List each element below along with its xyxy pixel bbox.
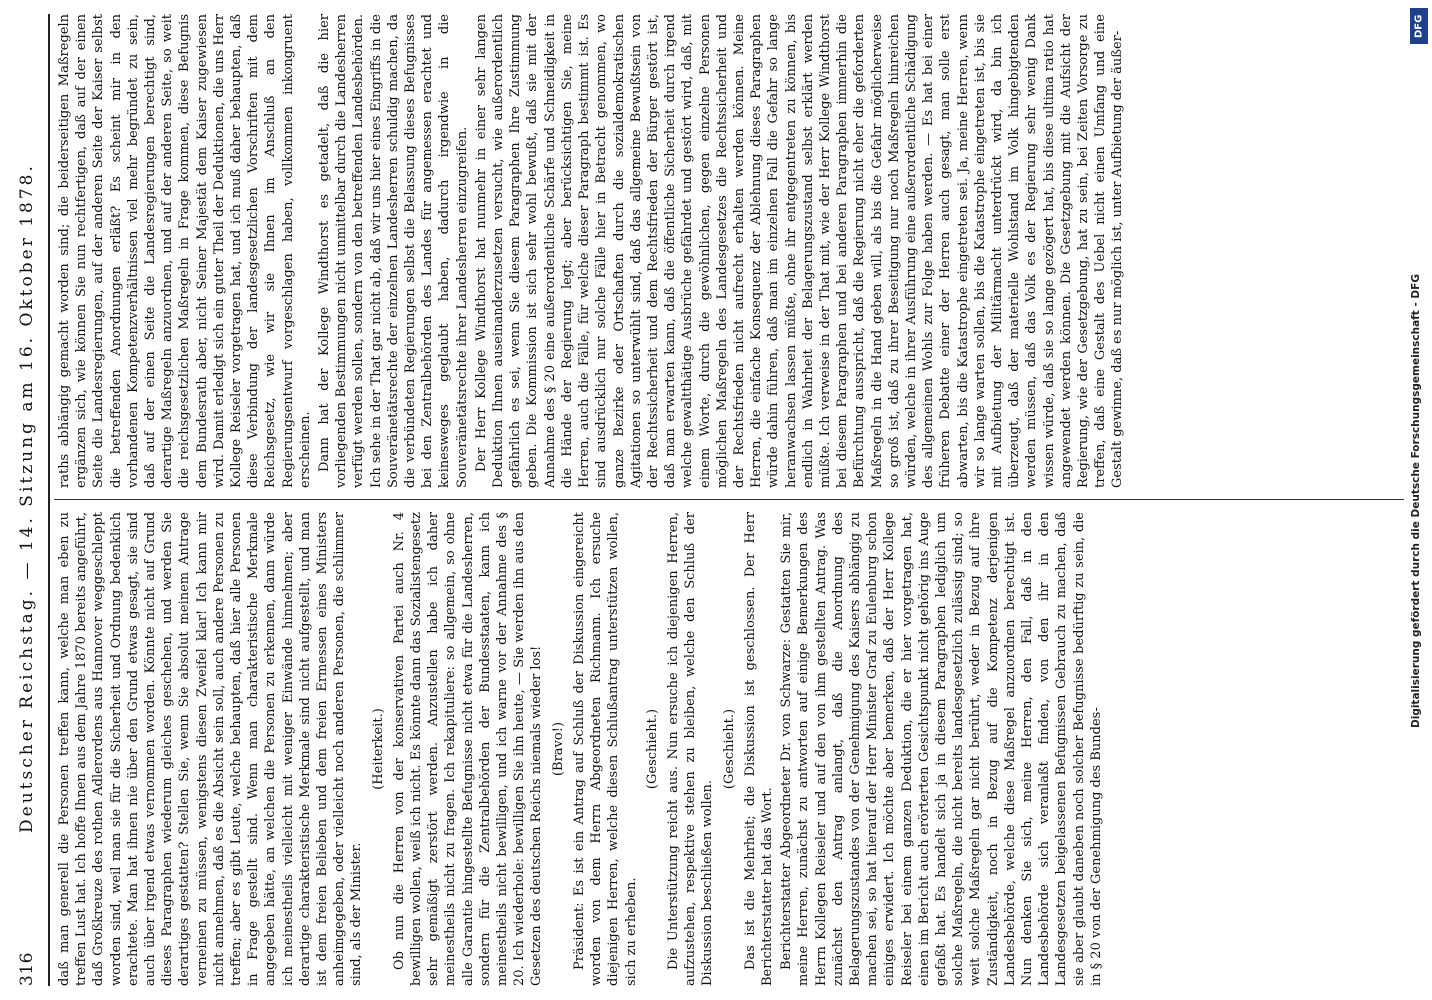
left-column xyxy=(56,512,1396,986)
paragraph: Ob nun die Herren von der konservativen Partei auch Nr. 4 bewilligen wollen, weiß ich nicht. Es könnte dann das Sozialistengesetz sehr gemäßigt zerstört werden. Anzustellen habe ich daher meinestheils nicht zu fragen. Ich rekapituliere: so allgemein, so ohne alle Garantie hingestellte Befugnisse nicht etwa für die Landesherren, sondern für die Zentralbehörden der Bundesstaaten, kann ich meinestheils nicht bewilligen, und ich warne vor der Annahme des § 20. Ich wiederhole: bewilligen Sie ihn heute, — Sie werden ihn aus den Gesetzen des deutschen Reichs niemals wieder los! xyxy=(391,512,545,986)
stage-direction: (Geschieht.) xyxy=(644,708,660,790)
paragraph: Präsident: Es ist ein Antrag auf Schluß der Diskussion eingereicht worden von dem Herrn Abgeordneten Richmann. Ich ersuche diejenigen Herren, welche diesen Schlußantrag unterstützen wollen, sich zu erheben. xyxy=(571,512,639,986)
paragraph: Das ist die Mehrheit; die Diskussion ist geschlossen. Der Herr Berichterstatter hat das Wort. xyxy=(742,512,775,986)
paragraph: daß man generell die Personen treffen kann, welche man eben zu treffen Lust hat. Ich hoffe Ihnen aus dem Jahre 1870 bereits angeführt, daß Großkreuze des rothen Adlerordens aus Hannover weggeschleppt worden sind, weil man sie für die Sicherheit und Ordnung bedenklich erachtete. Man hat ihnen nie über den Grund etwas gesagt, sie sind auch über irgend etwas vernommen worden. Könnte nicht auf Grund dieses Paragraphen wiederum gleiches geschehen, und werden Sie derartiges gestatten? Stellen Sie, wenn Sie absolut meinem Antrage verneinen zu müssen, wenigstens diesen Zweifel klar! Ich kann mir nicht annehmen, daß es die Absicht sein soll, auch andere Personen zu treffen; aber es gibt Leute, welche behaupten, daß hier alle Personen in Frage gestellt sind. Wenn man charakteristische Merkmale angegeben hätte, an welchen die Personen zu erkennen, dann würde ich meinestheils vielleicht mit weniger Einwände hinnehmen; aber derartige charakteristische Merkmale sind nicht aufgestellt, und man ist dem freien Belieben und dem freien Ermessen eines Ministers anheimgegeben, oder vielleicht noch anderen Personen, die schlimmer sind, als der Minister. xyxy=(57,512,365,986)
digitization-stamp xyxy=(1410,8,1428,728)
paragraph: Dann hat der Kollege Windthorst es getadelt, daß die hier vorliegenden Bestimmungen nicht unmittelbar durch die Landesherren verfügt werden sollen, sondern von den betreffenden Landesbehörden. Ich sehe in der That gar nicht ab, daß wir uns hier eines Eingriffs in die Souveränetätsrechte der einzelnen Landesherren schuldig machen, da die verbündeten Regierungen selbst die Belassung dieses Befugnisses bei den Zentralbehörden des Landes für angemessen erachtet und keinesweges geglaubt haben, dadurch irgendwie in die Souveränetätsrechte ihrer Landesherren einzugreifen. xyxy=(317,14,470,488)
page-number: 316 xyxy=(17,952,37,986)
header-rule xyxy=(48,14,50,986)
page-header xyxy=(8,14,46,986)
paragraph: Der Herr Kollege Windthorst hat nunmehr in einer sehr langen Deduktion Ihnen auseinanderzusetzen versucht, wie außerordentlich gefährlich es sei, wenn Sie diesem Paragraphen Ihre Zustimmung geben. Die Kommission ist sich sehr wohl bewußt, daß sie mit der Annahme des § 20 eine außerordentliche Schärfe und Schneidigkeit in die Hände der Regierung legt; aber berücksichtigen Sie, meine Herren, auch die Fälle, für welche dieser Paragraph bestimmt ist. Es sind ausdrücklich nur solche Fälle hier in Betracht genommen, wo ganze Bezirke oder Ortschaften durch die sozialdemokratischen Agitationen so unterwühlt sind, daß das allgemeine Bewußtsein von der Rechtssicherheit und dem Rechtsfrieden der Bürger gestört ist, daß man erwarten kann, daß die öffentliche Sicherheit durch irgend welche gewaltthätige Ausbrüche gefährdet und gestört wird, daß, mit einem Worte, durch die gewöhnlichen, gegen einzelne Personen möglichen Maßregeln des Landesgesetzes die Rechtssicherheit und der Rechtsfrieden nicht aufrecht erhalten werden können. Meine Herren, die einfache Konsequenz der Ablehnung dieses Paragraphen würde dahin führen, daß man im einzelnen Fall die Gefahr so lange heranwachsen lassen müßte, ohne ihr entgegentreten zu können, bis endlich in Wahrheit der Belagerungszustand selbst erklärt werden müßte. Ich verweise in der That mit, wie der Herr Kollege Windthorst bei diesem Paragraphen und bei anderen Paragraphen immerhin die Befürchtung ausspricht, daß die Regierung nicht eher die geforderten Maßregeln in die Hand geben will, als bis die Gefahr möglicherweise so groß ist, daß zu ihrer Beseitigung nur noch Maßregeln hinreichen würden, welche in ihrer Ausführung eine außerordentliche Schädigung des allgemeinen Wohls zur Folge haben werden. — Es hat bei einer früheren Debatte einer der Herren auch gesagt, man solle erst abwarten, bis die Katastrophe eingetreten sei. Ja, meine Herren, wenn wir so lange warten sollen, bis die Katastrophe eingetreten ist, bis sie mit Aufbietung der Militärmacht unterdrückt wird, da bin ich überzeugt, daß der materielle Wohlstand im Volk hingebigtenden werden müssen, daß das Volk es der Regierung sehr wenig Dank wissen würde, daß sie so lange gezögert hat, bis diese ultima ratio hat angewendet werden können. Die Gesetzgebung mit die Aufsicht der Regierung, wie der Gesetzgebung, hat zu sein, bei Zeiten Vorsorge zu treffen, daß eine Gestalt des Uebel nicht einen Umfang und eine Gestalt gewinne, daß es nur möglich ist, unter Aufbietung der äußer- xyxy=(473,14,1126,488)
column-divider xyxy=(54,499,1404,500)
stage-direction: (Bravo!) xyxy=(550,721,566,777)
stage-direction: (Geschieht.) xyxy=(721,708,737,790)
dfg-credit-text: Digitalisierung gefördert durch die Deutsche Forschungsgemeinschaft - DFG xyxy=(1410,274,1422,728)
scan-area xyxy=(8,14,1418,986)
right-column xyxy=(56,14,1396,488)
paragraph: Berichterstatter Abgeordneter Dr. von Schwarze: Gestatten Sie mir, meine Herren, zunächst zu antworten auf einige Bemerkungen des Herrn Kollegen Reiseler und auf den von ihm gestellten Antrag. Was zunächst den Antrag anlangt, daß die Anordnung des Belagerungszustandes von der Genehmigung des Kaisers abhängig zu machen sei, so hat hierauf der Herr Minister Graf zu Eulenburg schon einiges erwidert. Ich möchte aber bemerken, daß der Herr Kollege Reiseler bei einem ganzen Deduktion, die er hier vorgetragen hat, einen im Bericht auch erörterten Gesichtspunkt nicht gehörig ins Auge gefaßt hat. Es handelt sich ja in diesem Paragraphen lediglich um solche Maßregeln, die nicht bereits landesgesetzlich zulässig sind; so weit solche Maßregeln gar nicht berührt, weder in Bezug auf ihre Zuständigkeit, noch in Bezug auf die Kompetenz derjenigen Landesbehörde, welche diese Maßregel anzuordnen berechtigt ist. Nun denken Sie sich, meine Herren, den Fall, daß in den Landesbehörde sich veranlaßt finden, von den ihr in den Landesgesetzen beigelassenen Befugnissen Gebrauch zu machen, daß sie aber glaubt daneben noch solcher Befugnisse bedürftig zu sein, die in § 20 von der Genehmigung des Bundes- xyxy=(779,512,1104,986)
dfg-logo: DFG xyxy=(1410,8,1428,44)
page-title: Deutscher Reichstag. — 14. Sitzung am 16. Oktober 1878. xyxy=(17,163,37,833)
paragraph: raths abhängig gemacht worden sind; die beiderseitigen Maßregeln ergänzen sich, wie können Sie nun rechtfertigen, daß auf der einen Seite die Landesregierungen, auf der anderen Seite der Kaiser selbst die betreffenden Anordnungen erläßt? Es scheint mir in den vorhandenen Kompetenzverhältnissen viel mehr begründet zu sein, daß auf der einen Seite die Landesregierungen berechtigt sind, derartige Maßregeln anzuordnen, und auf der anderen Seite, so weit die reichsgesetzlichen Maßregeln in Frage kommen, diese Befugnis dem Bundesrath aber, nicht Seiner Majestät dem Kaiser zugewiesen wird. Damit erledigt sich ein guter Theil der Deduktionen, die uns Herr Kollege Reiseler vorgetragen hat, und ich muß daher behaupten, daß diese Verbindung der landesgesetzlichen Vorschriften mit dem Reichsgesetz, wie wir sie Ihnen im Anschluß an den Regierungsentwurf vorgeschlagen haben, vollkommen inkongruent erscheinen. xyxy=(57,14,313,488)
stage-direction: (Heiterkeit.) xyxy=(370,708,386,790)
paragraph: Die Unterstützung reicht aus. Nun ersuche ich diejenigen Herren, aufzustehen, respektive stehen zu bleiben, welche den Schluß der Diskussion beschließen wollen. xyxy=(665,512,716,986)
